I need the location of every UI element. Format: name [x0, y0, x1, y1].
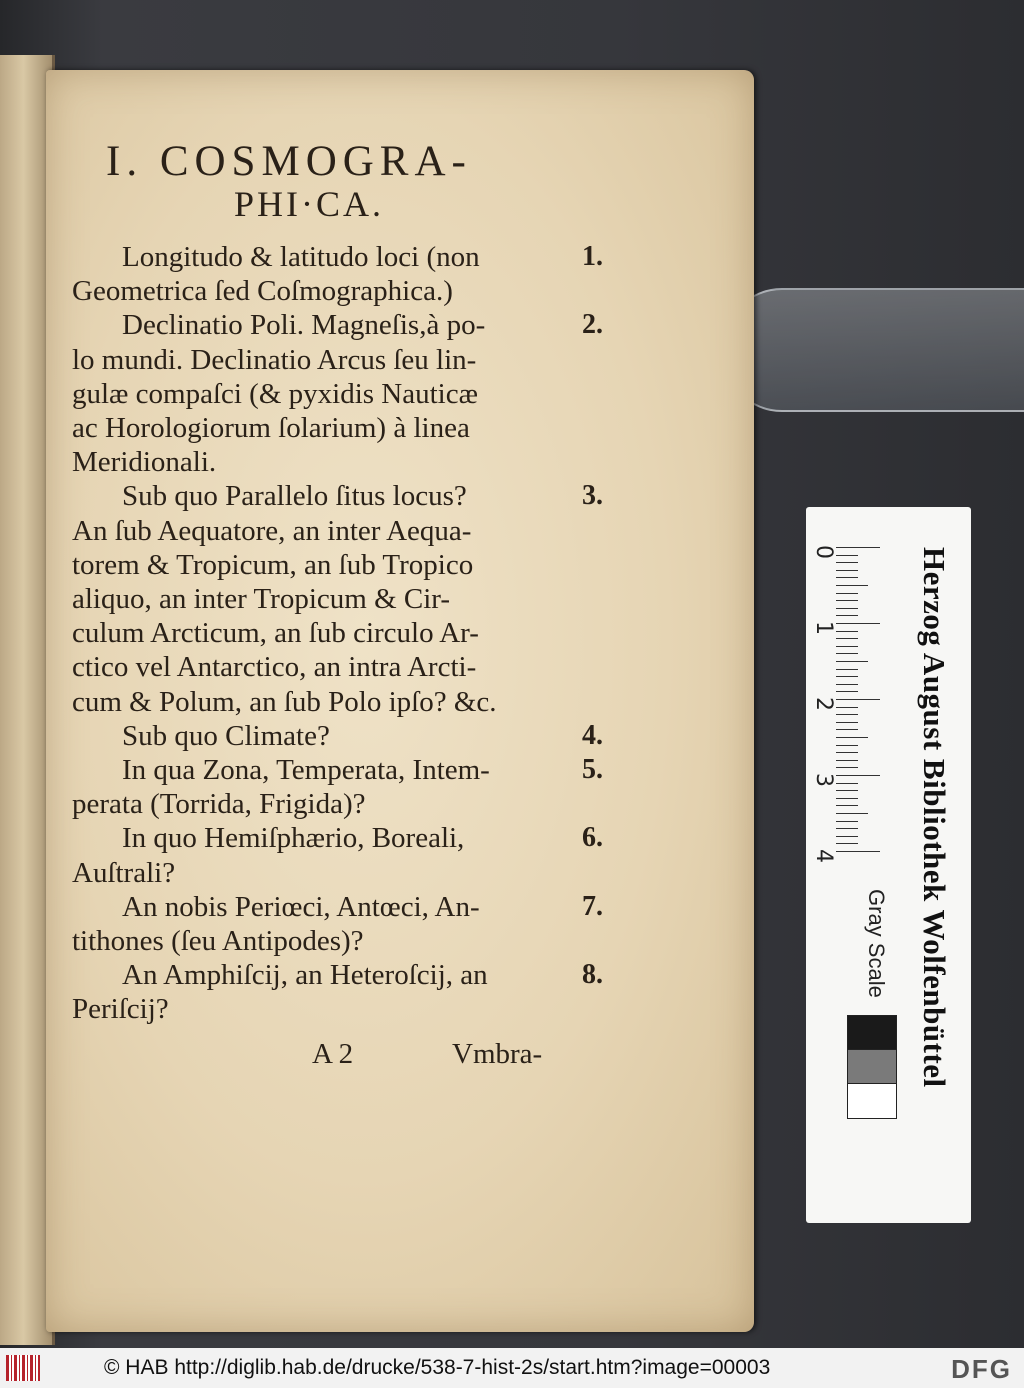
- ruler-tick: [836, 722, 858, 723]
- text-line-content: Meridionali.: [72, 446, 217, 479]
- ruler-number: 3: [811, 773, 836, 787]
- gray-swatch: [847, 1083, 897, 1119]
- text-line-content: Sub quo Climate?: [122, 719, 330, 752]
- section-number: 7.: [582, 890, 603, 922]
- catchword: Vmbra-: [452, 1037, 543, 1070]
- hab-barcode-logo-icon: [6, 1355, 40, 1381]
- ruler-tick: [836, 821, 858, 822]
- text-line: [72, 890, 632, 924]
- ruler-tick: [836, 691, 858, 692]
- ruler-tick: [836, 593, 858, 594]
- text-line: [72, 377, 632, 411]
- section-number: 8.: [582, 959, 603, 991]
- ruler-tick: [836, 767, 858, 768]
- ruler-tick: [836, 669, 858, 670]
- section-number: 2.: [582, 309, 603, 341]
- text-line: [72, 274, 632, 308]
- ruler-tick: [836, 676, 858, 677]
- text-line-content: Declinatio Poli. Magneſis,à po-: [122, 309, 486, 342]
- section-number: 6.: [582, 822, 603, 854]
- text-line: [72, 787, 632, 821]
- text-line-content: perata (Torrida, Frigida)?: [72, 788, 366, 821]
- ruler-tick: [836, 555, 858, 556]
- ruler-tick: [836, 631, 858, 632]
- text-line-content: culum Arcticum, an ſub circulo Ar-: [72, 617, 479, 650]
- ruler-tick: [836, 798, 858, 799]
- ruler-tick: [836, 646, 858, 647]
- text-line-content: ctico vel Antarctico, an intra Arcti-: [72, 651, 477, 684]
- text-line-content: ac Horologiorum ſolarium) à linea: [72, 412, 470, 445]
- text-line-content: An nobis Periœci, Antœci, An-: [122, 890, 480, 923]
- text-line-content: aliquo, an inter Tropicum & Cir-: [72, 583, 451, 616]
- ruler-tick: [836, 745, 858, 746]
- text-line: [72, 719, 632, 753]
- gray-swatch: [847, 1049, 897, 1085]
- ruler-tick: [836, 775, 880, 776]
- ruler-number: 0: [811, 545, 836, 559]
- text-line: [72, 514, 632, 548]
- color-scale-card: [806, 507, 971, 1223]
- ruler-tick: [836, 638, 858, 639]
- text-line-content: Sub quo Parallelo ſitus locus?: [122, 480, 467, 513]
- ruler-tick: [836, 828, 858, 829]
- text-line-content: In quo Hemiſphærio, Boreali,: [122, 822, 465, 855]
- gray-swatch: [847, 1015, 897, 1051]
- ruler-tick: [836, 547, 880, 548]
- ruler-tick: [836, 570, 858, 571]
- text-line: [72, 753, 632, 787]
- text-line-content: Auſtrali?: [72, 856, 176, 889]
- ruler: [836, 547, 880, 867]
- text-line-content: Geometrica ſed Coſmographica.): [72, 275, 453, 308]
- text-line: [72, 958, 632, 992]
- ruler-tick: [836, 836, 858, 837]
- text-line-content: Periſcij?: [72, 993, 169, 1026]
- ruler-tick: [836, 843, 858, 844]
- ruler-tick: [836, 653, 858, 654]
- text-line: [72, 479, 632, 513]
- text-line: [72, 821, 632, 855]
- ruler-tick: [836, 585, 868, 586]
- ruler-tick: [836, 851, 880, 852]
- ruler-tick: [836, 783, 858, 784]
- text-line: [72, 924, 632, 958]
- text-line: [72, 548, 632, 582]
- ruler-tick: [836, 805, 858, 806]
- footer-bar: [0, 1348, 1024, 1388]
- copyright-url[interactable]: © HAB http://diglib.hab.de/drucke/538-7-hist-2s/start.htm?image=00003: [104, 1356, 771, 1379]
- text-line: [72, 240, 632, 274]
- text-line: [72, 308, 632, 342]
- dfg-logo: DFG: [951, 1354, 1012, 1384]
- section-number: 5.: [582, 754, 603, 786]
- ruler-tick: [836, 760, 858, 761]
- page-title-line-2: PHI·CA.: [234, 184, 385, 224]
- text-line-content: gulæ compaſci (& pyxidis Nauticæ: [72, 377, 478, 410]
- text-line: [72, 582, 632, 616]
- text-line-content: In qua Zona, Temperata, Intem-: [122, 754, 490, 787]
- text-line: [72, 650, 632, 684]
- ruler-tick: [836, 600, 858, 601]
- text-line: [72, 992, 632, 1026]
- signature-mark: A 2: [312, 1037, 354, 1070]
- gray-scale-label: Gray Scale: [864, 889, 889, 998]
- text-line-content: torem & Tropicum, an ſub Tropico: [72, 548, 474, 581]
- text-line-content: lo mundi. Declinatio Arcus ſeu lin-: [72, 343, 477, 376]
- ruler-number: 1: [811, 621, 836, 635]
- ruler-tick: [836, 577, 858, 578]
- ruler-tick: [836, 684, 858, 685]
- text-line-content: An ſub Aequatore, an inter Aequa-: [72, 514, 472, 547]
- text-lines: [72, 240, 632, 1027]
- page-clip: [722, 288, 1024, 412]
- text-line: [72, 856, 632, 890]
- text-line: [72, 445, 632, 479]
- ruler-tick: [836, 729, 858, 730]
- ruler-tick: [836, 562, 858, 563]
- page-footer-line: [72, 1037, 632, 1071]
- section-number: 4.: [582, 719, 603, 751]
- ruler-tick: [836, 615, 858, 616]
- ruler-number: 2: [811, 697, 836, 711]
- institution-label: Herzog August Bibliothek Wolfenbüttel: [917, 547, 952, 1088]
- ruler-tick: [836, 608, 858, 609]
- text-line: [72, 411, 632, 445]
- ruler-tick: [836, 699, 880, 700]
- page-title-line-1: I. COSMOGRA-: [106, 138, 472, 185]
- text-line-content: Longitudo & latitudo loci (non: [122, 241, 480, 273]
- text-line-content: tithones (ſeu Antipodes)?: [72, 925, 364, 958]
- ruler-number: 4: [811, 849, 836, 863]
- section-number: 3.: [582, 480, 603, 512]
- ruler-tick: [836, 714, 858, 715]
- section-number: 1.: [582, 241, 603, 272]
- ruler-tick: [836, 752, 858, 753]
- text-line: [72, 616, 632, 650]
- ruler-tick: [836, 661, 868, 662]
- text-line: [72, 685, 632, 719]
- ruler-tick: [836, 790, 858, 791]
- ruler-tick: [836, 707, 858, 708]
- book-page: [46, 70, 754, 1332]
- ruler-tick: [836, 623, 880, 624]
- text-line-content: cum & Polum, an ſub Polo ipſo? &c.: [72, 685, 497, 718]
- page-text: [72, 136, 632, 1071]
- text-line-content: An Amphiſcij, an Heteroſcij, an: [122, 959, 488, 992]
- ruler-tick: [836, 813, 868, 814]
- ruler-tick: [836, 737, 868, 738]
- text-line: [72, 343, 632, 377]
